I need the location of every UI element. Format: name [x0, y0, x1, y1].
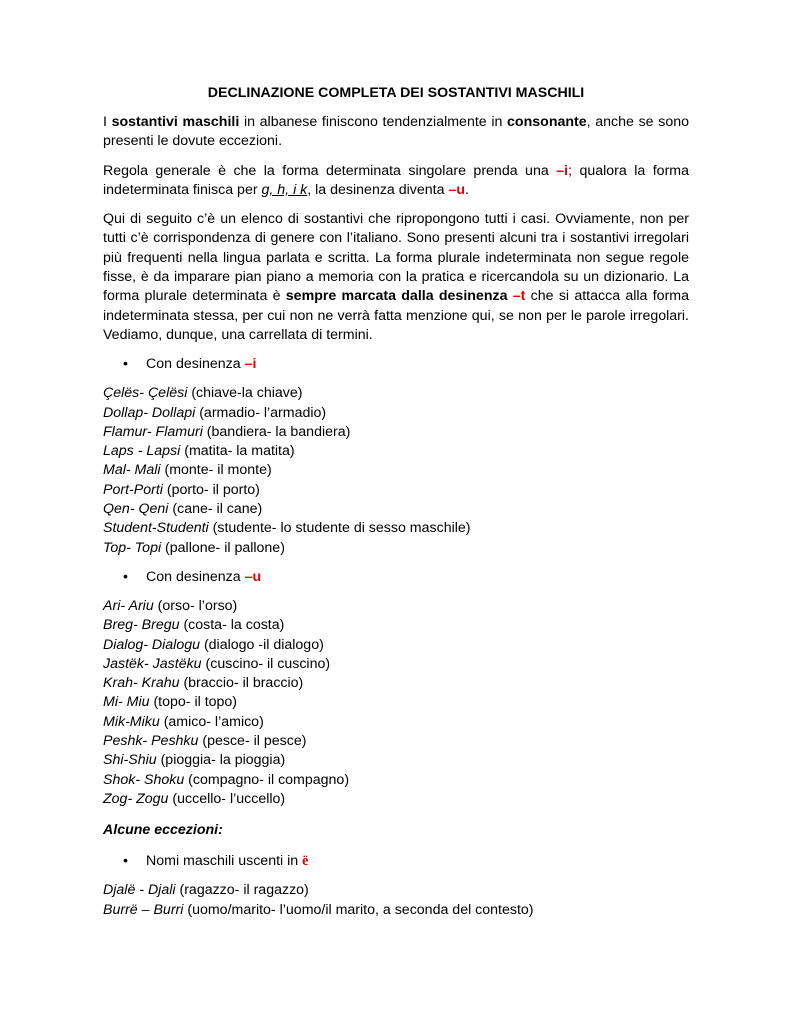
list-item [103, 771, 689, 790]
para-bold-marcata: sempre marcata dalla desinenza [285, 288, 513, 305]
list-item [103, 384, 689, 403]
list-gloss: (pioggia- la pioggia) [156, 752, 286, 769]
list-gloss: (chiave-la chiave) [187, 385, 303, 402]
list-item [103, 881, 689, 900]
intro-text-e: , anche se sono presenti le dovute eccezioni. [103, 114, 690, 150]
list-gloss: (dialogo -il dialogo) [200, 636, 324, 653]
list-item [103, 500, 689, 519]
bullet-dot-icon: • [123, 356, 128, 373]
list-item [103, 732, 689, 751]
bullet-suffix: –u [244, 568, 262, 585]
list-gloss: (compagno- il compagno) [184, 771, 350, 788]
intro-bold-sostantivi: sostantivi maschili [111, 114, 240, 130]
list-word: Student-Studenti [103, 520, 209, 537]
list-word: Peshk- Peshku [103, 733, 199, 750]
intro-text-a: I [103, 114, 112, 130]
rule-text-e: , la desinenza diventa [307, 181, 449, 198]
list-item [103, 461, 689, 480]
list-gloss: (matita- la matita) [180, 443, 295, 460]
list-item [103, 674, 689, 693]
rule-text-c: ; qualora la forma indeterminata finisca per [103, 162, 690, 198]
list-item [103, 539, 689, 558]
list-word: Burrë – Burri [103, 901, 184, 918]
list-item [103, 751, 689, 770]
list-word: Ari- Ariu [103, 597, 154, 614]
list-item [103, 655, 689, 674]
bullet-dot-icon: • [123, 568, 128, 585]
list-gloss: (pallone- il pallone) [161, 539, 285, 556]
rule-text-g: . [465, 181, 469, 198]
bullet-label: Con desinenza [146, 356, 245, 373]
bullet-label: Con desinenza [146, 568, 245, 585]
list-word: Çelës- Çelësi [103, 385, 188, 402]
list-item [103, 693, 689, 712]
list-item [103, 616, 689, 635]
para-text-d: che si attacca alla forma indeterminata stessa, per cui non ne verrà fatta menzione qui, se non per le parole irregolari. Vediamo, dunque, una carrellata di termini. [103, 288, 689, 343]
list-gloss: (cane- il cane) [168, 501, 263, 518]
list-word: Krah- Krahu [103, 675, 180, 692]
rule-suffix-i: –i [556, 162, 569, 179]
bullet-nomi-e [103, 852, 689, 871]
para-text-a: Qui di seguito c’è un elenco di sostantivi che ripropongono tutti i casi. Ovviamente, non per tutti c’è corrispondenza di genere con l’italiano. Sono presenti alcuni tra i sostantivi irregolari più frequenti nella lingua parlata e scritta. La forma plurale indeterminata non segue regole fisse, è da imparare pian piano a memoria con la pratica e ricercandola su un dizionario. La forma plurale determinata è [103, 211, 689, 305]
intro-text-c: in albanese finiscono tendenzialmente in [239, 114, 508, 130]
explanation-paragraph [103, 210, 689, 345]
exceptions-heading: Alcune eccezioni: [103, 822, 223, 839]
list-item [103, 901, 689, 920]
list-word: Laps - Lapsi [103, 443, 181, 460]
bullet-suffix: –i [244, 356, 257, 373]
document-body [103, 84, 689, 930]
list-gloss: (monte- il monte) [160, 462, 272, 479]
word-list-exceptions [103, 881, 689, 920]
list-gloss: (bandiera- la bandiera) [202, 423, 351, 440]
list-word: Flamur- Flamuri [103, 423, 203, 440]
bullet-desinenza-u [103, 568, 689, 587]
list-item [103, 442, 689, 461]
list-word: Breg- Bregu [103, 617, 180, 634]
list-gloss: (topo- il topo) [149, 694, 238, 711]
list-word: Mik-Miku [103, 713, 160, 730]
list-word: Djalë - Djali [103, 882, 176, 899]
list-item [103, 636, 689, 655]
list-word: Dialog- Dialogu [103, 636, 200, 653]
list-gloss: (costa- la costa) [179, 617, 285, 634]
list-word: Top- Topi [103, 539, 162, 556]
bullet-desinenza-i [103, 355, 689, 374]
list-word: Mal- Mali [103, 462, 161, 479]
list-item [103, 404, 689, 423]
list-item [103, 481, 689, 500]
bullet-suffix: ë [302, 853, 309, 870]
rule-letters: g, h, i k [261, 181, 308, 198]
list-item [103, 597, 689, 616]
intro-paragraph [103, 113, 689, 152]
list-gloss: (armadio- l’armadio) [195, 404, 327, 421]
list-word: Zog- Zogu [103, 790, 169, 807]
list-word: Shi-Shiu [103, 752, 157, 769]
page-title: DECLINAZIONE COMPLETA DEI SOSTANTIVI MASCHILI [207, 85, 585, 101]
rule-text-a: Regola generale è che la forma determinata singolare prenda una [103, 162, 557, 179]
list-gloss: (uccello- l’uccello) [168, 790, 286, 807]
list-gloss: (ragazzo- il ragazzo) [175, 882, 309, 899]
list-gloss: (amico- l’amico) [159, 713, 264, 730]
list-item [103, 790, 689, 809]
rule-paragraph [103, 162, 689, 201]
bullet-dot-icon: • [123, 853, 128, 870]
para-suffix-t: –t [512, 288, 526, 305]
list-word: Dollap- Dollapi [103, 404, 196, 421]
list-word: Shok- Shoku [103, 771, 185, 788]
list-word: Jastëk- Jastëku [103, 655, 202, 672]
list-word: Port-Porti [103, 481, 163, 498]
list-gloss: (porto- il porto) [162, 481, 260, 498]
list-gloss: (studente- lo studente di sesso maschile) [208, 520, 471, 537]
word-list-u [103, 597, 689, 809]
intro-bold-consonante: consonante [507, 114, 587, 130]
list-gloss: (cuscino- il cuscino) [201, 655, 331, 672]
word-list-i [103, 384, 689, 558]
list-gloss: (braccio- il braccio) [179, 675, 304, 692]
list-item [103, 423, 689, 442]
list-word: Qen- Qeni [103, 501, 169, 518]
list-gloss: (uomo/marito- l’uomo/il marito, a seconda del contesto) [183, 901, 534, 918]
list-item [103, 519, 689, 538]
bullet-label: Nomi maschili uscenti in [146, 853, 303, 870]
list-gloss: (pesce- il pesce) [198, 733, 307, 750]
list-word: Mi- Miu [103, 694, 150, 711]
list-item [103, 713, 689, 732]
rule-suffix-u: –u [448, 181, 466, 198]
list-gloss: (orso- l’orso) [153, 597, 238, 614]
